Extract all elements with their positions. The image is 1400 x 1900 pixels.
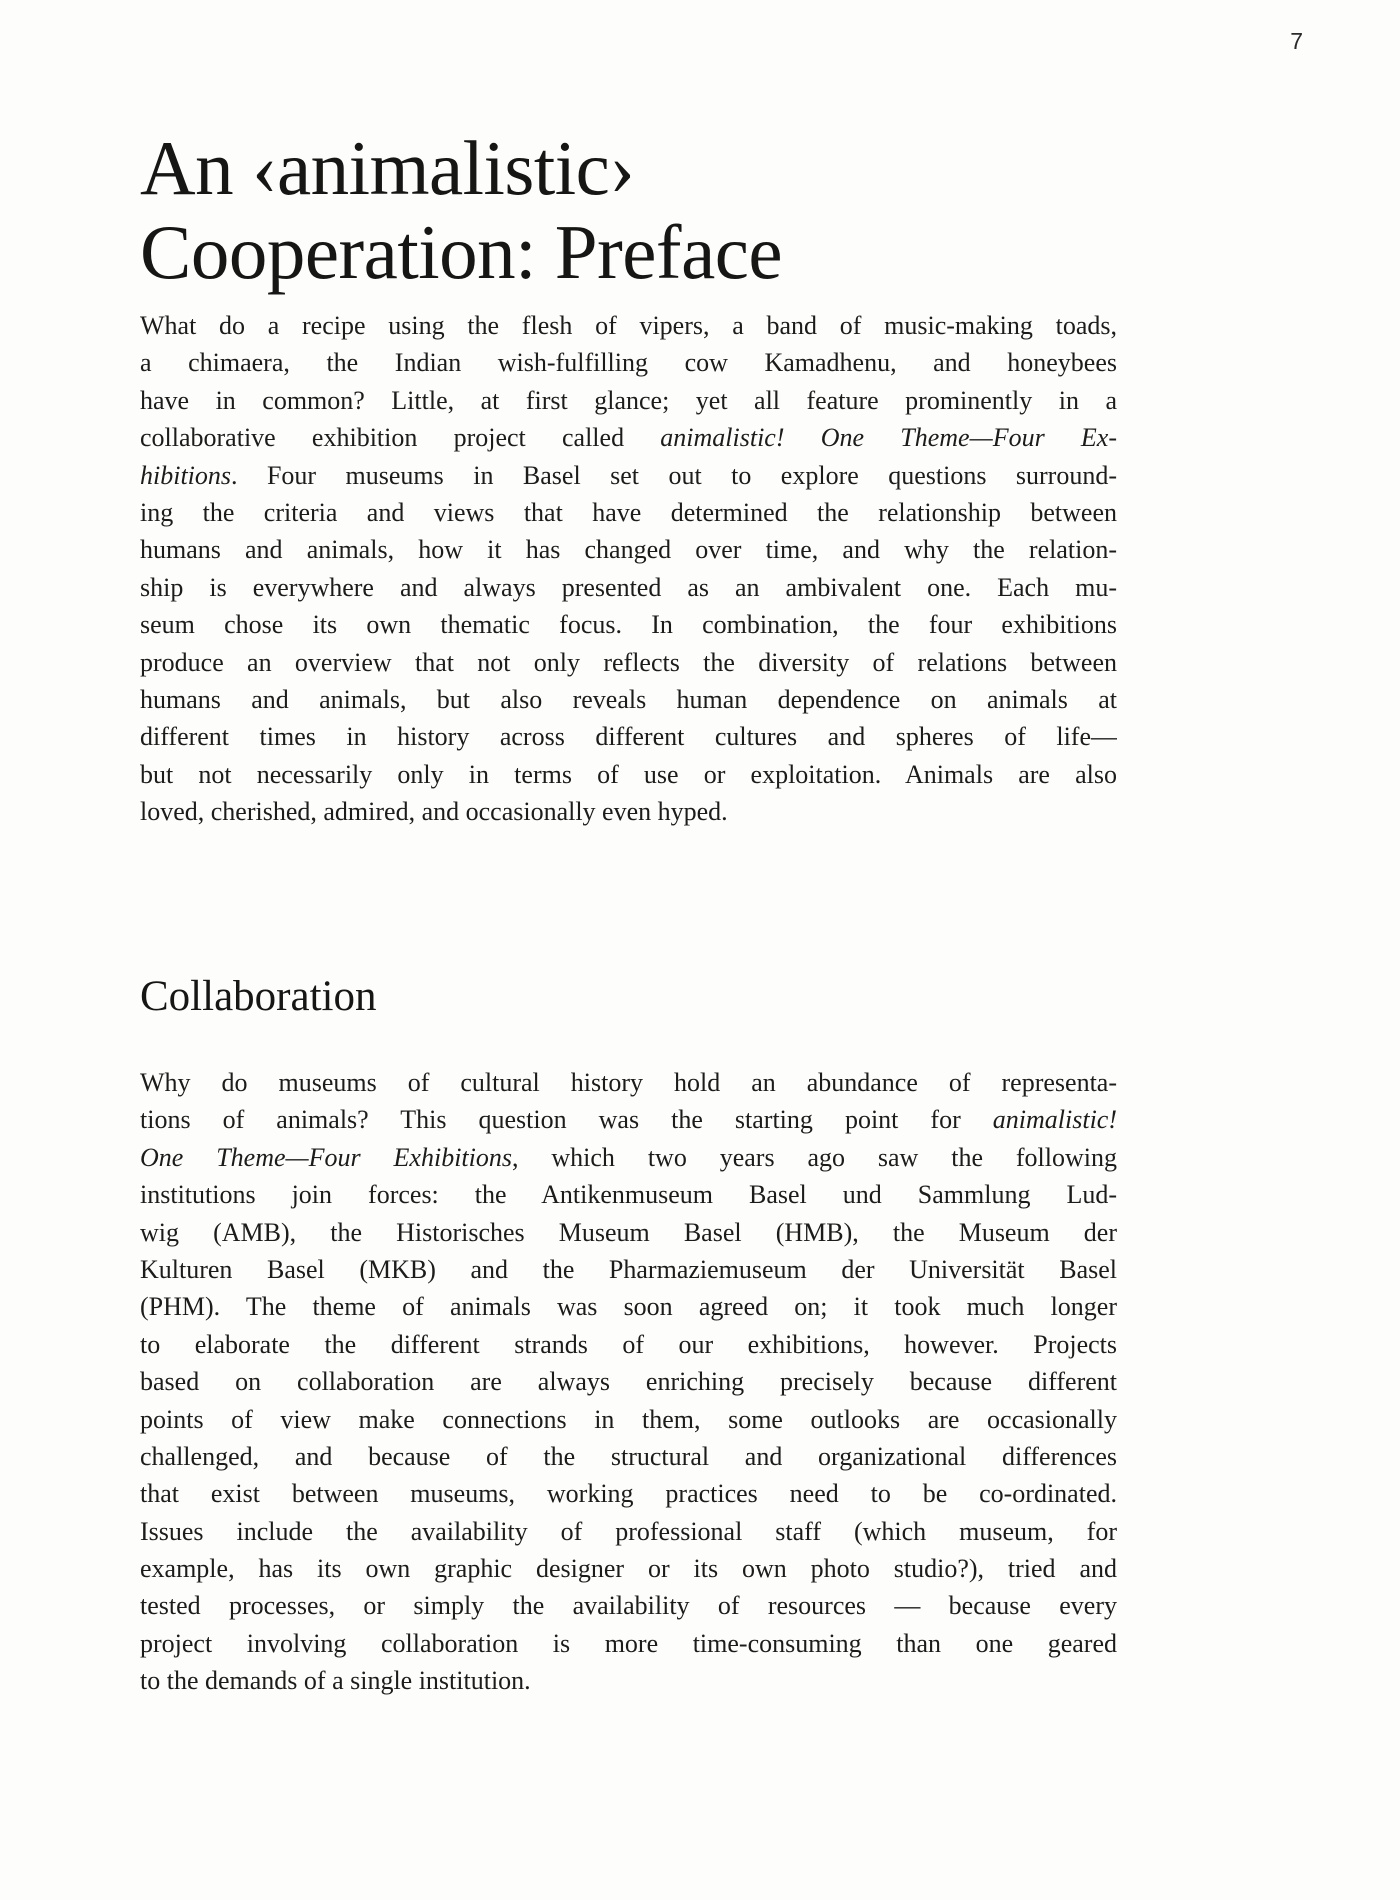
text-line [140,382,1117,419]
text-segment: wig (AMB), the Historisches Museum Basel (HMB), the Museum der [140,1217,1117,1247]
text-line [140,681,1117,718]
page-number: 7 [1290,28,1303,54]
text-segment: institutions join forces: the Antikenmuseum Basel und Sammlung Lud- [140,1180,1117,1210]
text-segment: example, has its own graphic designer or its own photo studio?), tried and [140,1554,1117,1584]
text-segment: Why do museums of cultural history hold an abundance of representa- [140,1068,1117,1097]
text-line [140,1475,1117,1512]
text-segment: collaborative exhibition project called [140,423,661,453]
text-segment: . Four museums in Basel set out to explore questions surround- [231,460,1117,490]
text-line [140,1101,1117,1138]
italic-text-segment: animalistic! [992,1105,1117,1135]
text-line [140,1550,1117,1587]
text-line [140,1662,1117,1699]
text-segment: Kulturen Basel (MKB) and the Pharmaziemuseum der Universität Basel [140,1254,1117,1284]
text-line [140,1513,1117,1550]
text-segment: challenged, and because of the structural and organizational differences [140,1441,1117,1471]
text-segment: project involving collaboration is more time-consuming than one geared [140,1628,1117,1658]
chapter-title [140,126,782,294]
chapter-title-line-2: Cooperation: Preface [140,209,783,295]
text-segment: , which two years ago saw the following [511,1142,1117,1172]
text-segment: to the demands of a single institution. [140,1666,531,1696]
text-line [140,718,1117,755]
text-line [140,419,1117,456]
text-line [140,1176,1117,1213]
text-line [140,494,1117,531]
italic-text-segment: One Theme—Four Exhibitions [140,1142,512,1172]
text-line [140,606,1117,643]
text-segment: tested processes, or simply the availability of resources — because every [140,1591,1117,1621]
text-segment: tions of animals? This question was the starting point for [140,1105,993,1135]
text-line [140,344,1117,381]
text-segment: humans and animals, how it has changed over time, and why the relation- [140,535,1117,565]
text-line [140,1251,1117,1288]
section-heading-collaboration: Collaboration [140,973,377,1020]
italic-text-segment: hibitions [140,460,232,490]
text-line [140,1064,1117,1101]
text-line [140,1214,1117,1251]
text-segment: different times in history across different cultures and spheres of life— [140,722,1117,752]
text-line [140,756,1117,793]
italic-text-segment: animalistic! One Theme—Four Ex- [660,423,1117,453]
text-line [140,457,1117,494]
text-segment: points of view make connections in them, some outlooks are occasionally [140,1404,1117,1434]
text-segment: ship is everywhere and always presented as an ambivalent one. Each mu- [140,572,1117,602]
text-line [140,1363,1117,1400]
text-line [140,1625,1117,1662]
text-segment: (PHM). The theme of animals was soon agreed on; it took much longer [140,1292,1117,1322]
text-line [140,531,1117,568]
text-line [140,1438,1117,1475]
text-line [140,1139,1117,1176]
text-segment: What do a recipe using the flesh of vipers, a band of music-making toads, [140,311,1117,340]
text-segment: humans and animals, but also reveals human dependence on animals at [140,684,1117,714]
paragraph-collaboration-body [140,1064,1117,1700]
text-segment: to elaborate the different strands of our exhibitions, however. Projects [140,1329,1117,1359]
paragraph-preface-intro [140,307,1117,830]
text-segment: based on collaboration are always enriching precisely because different [140,1367,1117,1397]
text-segment: loved, cherished, admired, and occasionally even hyped. [140,797,728,827]
text-line [140,307,1117,344]
text-line [140,569,1117,606]
text-line [140,1401,1117,1438]
text-segment: have in common? Little, at first glance; yet all feature prominently in a [140,385,1117,415]
text-segment: ing the criteria and views that have determined the relationship between [140,497,1117,527]
text-line [140,1326,1117,1363]
text-line [140,1587,1117,1624]
text-segment: seum chose its own thematic focus. In combination, the four exhibitions [140,610,1117,640]
text-segment: a chimaera, the Indian wish-fulfilling cow Kamadhenu, and honeybees [140,348,1117,378]
text-segment: produce an overview that not only reflects the diversity of relations between [140,647,1117,677]
text-segment: but not necessarily only in terms of use or exploitation. Animals are also [140,759,1117,789]
text-segment: that exist between museums, working practices need to be co-ordinated. [140,1479,1117,1509]
text-segment: Issues include the availability of professional staff (which museum, for [140,1516,1117,1546]
text-line [140,793,1117,830]
chapter-title-line-1: An ‹animalistic› [140,125,635,211]
text-line [140,1288,1117,1325]
text-line [140,644,1117,681]
